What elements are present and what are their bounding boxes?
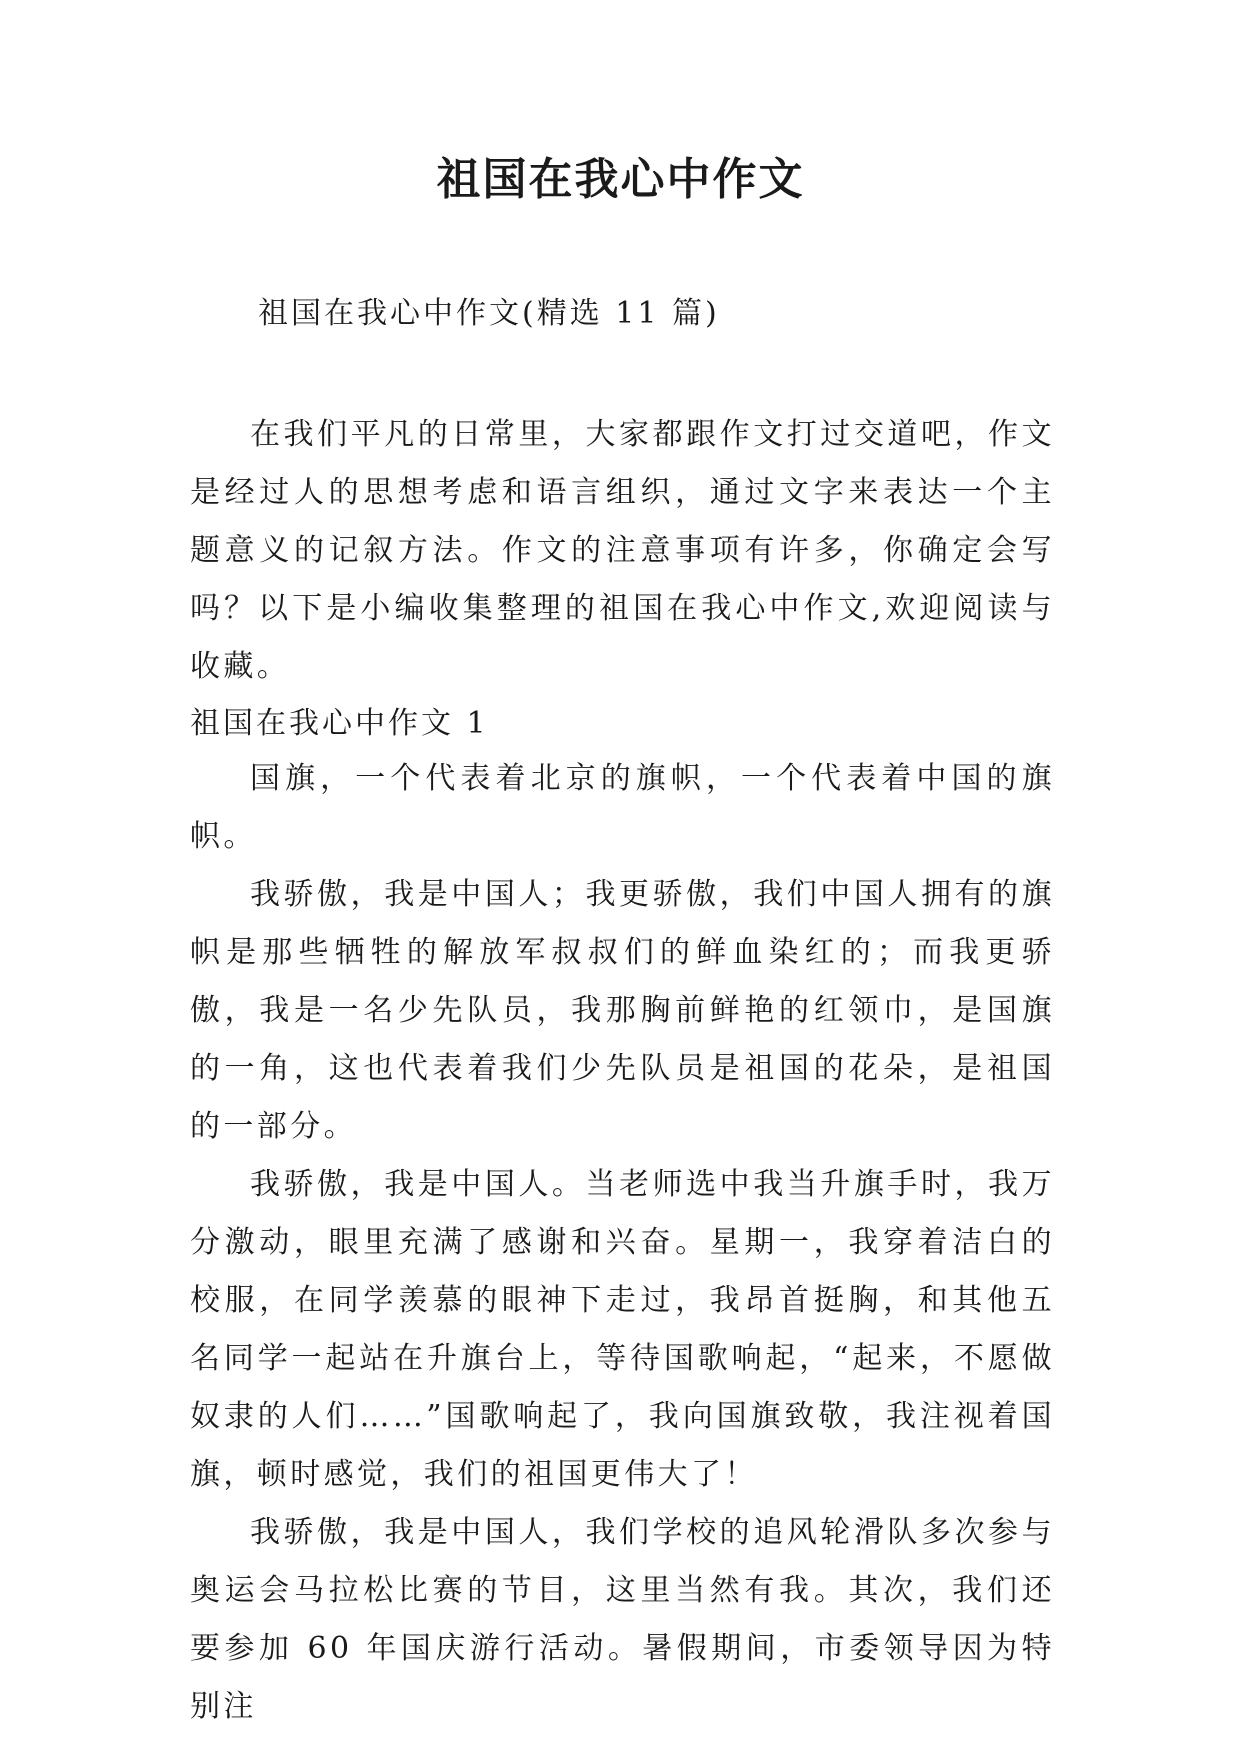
document-subtitle: 祖国在我心中作文(精选 11 篇) xyxy=(258,296,720,331)
essay-body xyxy=(190,750,1055,1736)
intro-section xyxy=(190,406,1055,696)
essay-paragraph: 我骄傲，我是中国人，我们学校的追风轮滑队多次参与奥运会马拉松比赛的节目，这里当然有我。其次，我们还要参加 60 年国庆游行活动。暑假期间，市委领导因为特别注 xyxy=(190,1515,1055,1724)
section-heading: 祖国在我心中作文 1 xyxy=(190,706,489,741)
intro-paragraph: 在我们平凡的日常里，大家都跟作文打过交道吧，作文是经过人的思想考虑和语言组织，通过文字来表达一个主题意义的记叙方法。作文的注意事项有许多，你确定会写吗？以下是小编收集整理的祖国在我心中作文,欢迎阅读与收藏。 xyxy=(190,417,1055,684)
document-title: 祖国在我心中作文 xyxy=(436,154,805,205)
essay-paragraph: 国旗，一个代表着北京的旗帜，一个代表着中国的旗帜。 xyxy=(190,761,1055,854)
essay-paragraph: 我骄傲，我是中国人；我更骄傲，我们中国人拥有的旗帜是那些牺牲的解放军叔叔们的鲜血染红的；而我更骄傲，我是一名少先队员，我那胸前鲜艳的红领巾，是国旗的一角，这也代表着我们少先队员是祖国的花朵，是祖国的一部分。 xyxy=(190,877,1055,1144)
essay-paragraph: 我骄傲，我是中国人。当老师选中我当升旗手时，我万分激动，眼里充满了感谢和兴奋。星期一，我穿着洁白的校服，在同学羡慕的眼神下走过，我昂首挺胸，和其他五名同学一起站在升旗台上，等待国歌响起，“起来，不愿做奴隶的人们……”国歌响起了，我向国旗致敬，我注视着国旗，顿时感觉，我们的祖国更伟大了！ xyxy=(190,1167,1055,1492)
